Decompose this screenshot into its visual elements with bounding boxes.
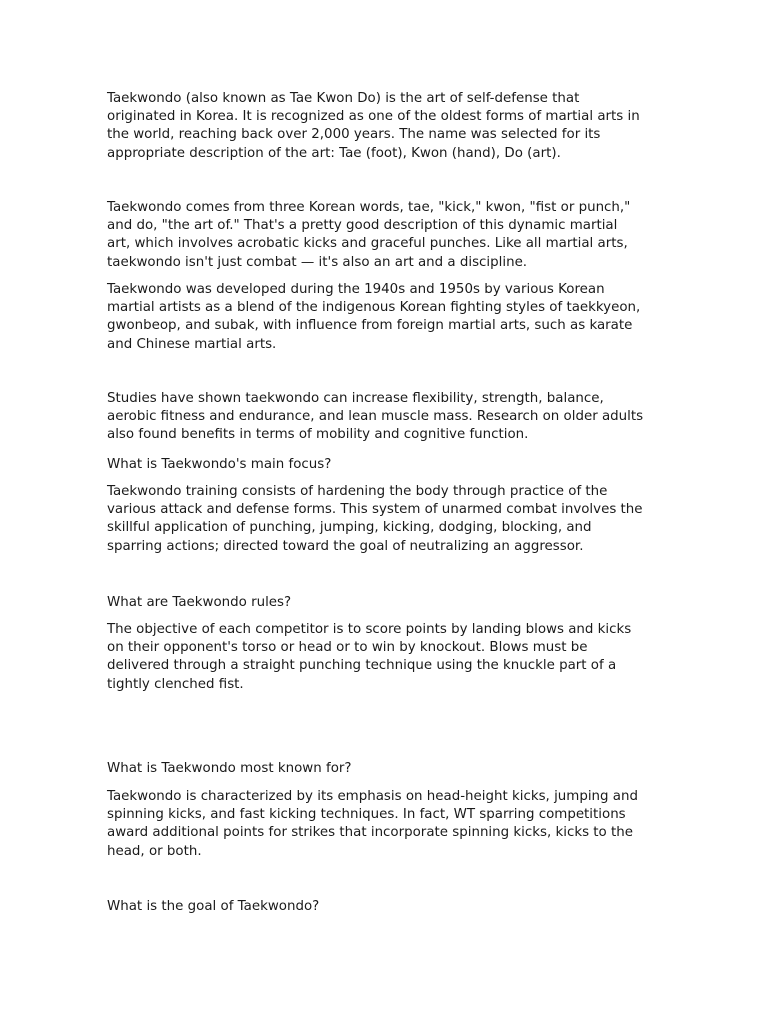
paragraph-intro: Taekwondo (also known as Tae Kwon Do) is the art of self-defense that originated in Korea. It is recognized as one of the oldest forms of martial arts in the world, reaching back over 2,000 years. The name was selected for its appropriate description of the art: Tae (foot), Kwon (hand), Do (art). [107,91,640,161]
paragraph-rules: The objective of each competitor is to score points by landing blows and kicks on their opponent's torso or head or to win by knockout. Blows must be delivered through a straight punching technique using the knuckle part of a tightly clenched fist. [107,622,632,692]
paragraph-main-focus: Taekwondo training consists of hardening the body through practice of the various attack and defense forms. This system of unarmed combat involves the skillful application of punching, jumping, kicking, dodging, blocking, and sparring actions; directed toward the goal of neutralizing an aggressor. [107,484,643,554]
paragraph-known-for: Taekwondo is characterized by its emphasis on head-height kicks, jumping and spinning kicks, and fast kicking techniques. In fact, WT sparring competitions award additional points for strikes that incorporate spinning kicks, kicks to the head, or both. [107,789,638,859]
paragraph-history: Taekwondo was developed during the 1940s and 1950s by various Korean martial artists as a blend of the indigenous Korean fighting styles of taekkyeon, gwonbeop, and subak, with influence from foreign martial arts, such as karate and Chinese martial arts. [107,282,641,352]
question-goal: What is the goal of Taekwondo? [107,899,320,914]
paragraph-benefits: Studies have shown taekwondo can increase flexibility, strength, balance, aerobic fitness and endurance, and lean muscle mass. Research on older adults also found benefits in terms of mobility and cognitive function. [107,391,644,443]
question-main-focus: What is Taekwondo's main focus? [107,457,332,472]
paragraph-name-origin: Taekwondo comes from three Korean words, tae, "kick," kwon, "fist or punch," and do, "the art of." That's a pretty good description of this dynamic martial art, which involves acrobatic kicks and graceful punches. Like all martial arts, taekwondo isn't just combat — it's also an art and a discipline. [107,200,631,270]
question-rules: What are Taekwondo rules? [107,595,292,610]
question-known-for: What is Taekwondo most known for? [107,761,352,776]
